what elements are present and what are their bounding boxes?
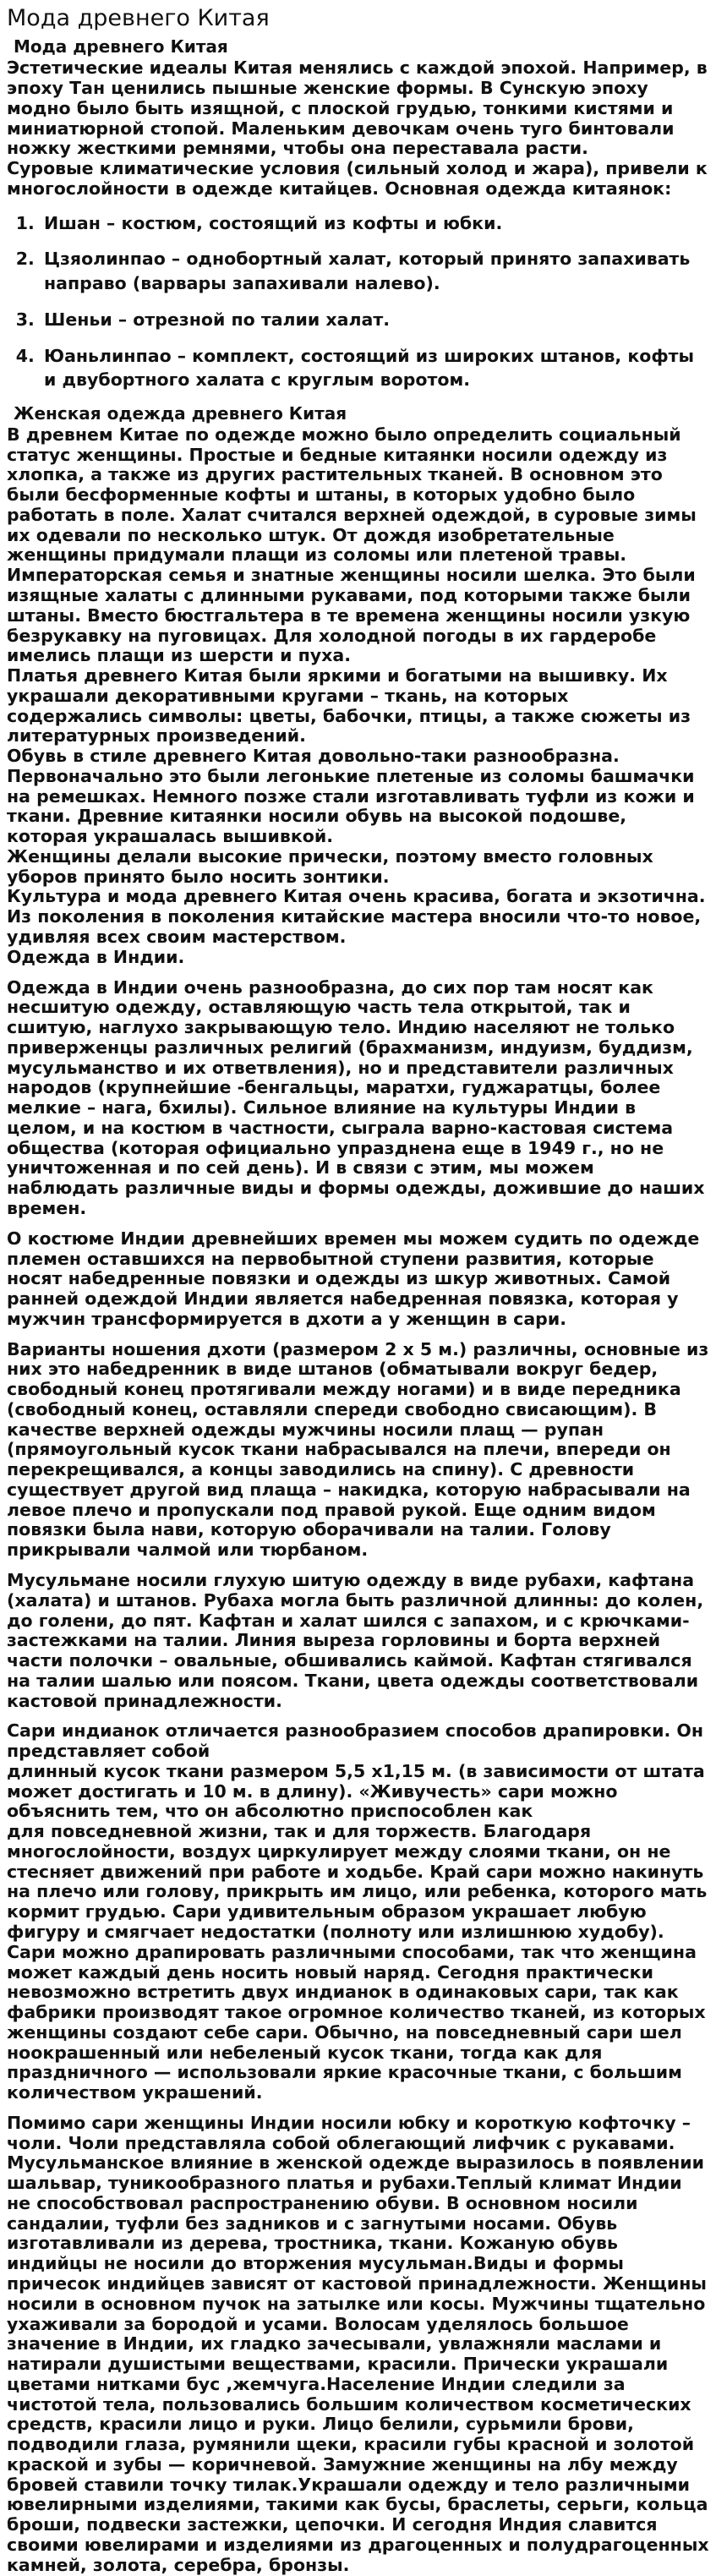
paragraph: Мусульмане носили глухую шитую одежду в виде рубахи, кафтана (халата) и штанов. Рубаха могла быть различной длинны: до колен, до голени, до пят. Кафтан и халат шился с запахом, и с крючками-застежками на талии. Линия выреза горловины и борта верхней части полочки – овальные, обшивались каймой. Кафтан стягивался на талии шалью или поясом. Ткани, цвета одежды соответствовали кастовой принадлежности. [7,1569,704,1711]
paragraph: Императорская семья и знатные женщины носили шелка. Это были изящные халаты с длинными рукавами, под которыми также были штаны. Вместо бюстгальтера в те времена женщины носили узкую безрукавку на пуговицах. Для холодной погоды в их гардеробе имелись плащи из шерсти и пуха. [7,565,696,666]
paragraph: длинный кусок ткани размером 5,5 х1,15 м. (в зависимости от штата может достигать и 10 м. в длину). «Живучесть» сари можно объяснить тем, что он абсолютно приспособлен как [7,1760,705,1822]
list-item: 4. Юаньлинпао – комплект, состоящий из широких штанов, кофты и двубортного халата с круглым воротом. [41,344,709,392]
paragraph: В древнем Китае по одежде можно было определить социальный статус женщины. Простые и бедные китаянки носили одежду из хлопка, а также из других растительных тканей. В основном это были бесформенные кофты и штаны, в которых удобно было работать в поле. Халат считался верхней одеждой, в суровые зимы их одевали по несколько штук. От дождя изобретательные женщины придумали плащи из соломы или плетеной травы. [7,424,697,566]
paragraph: Женщины делали высокие прически, поэтому вместо головных уборов принято было носить зонтики. [7,845,653,887]
paragraph: для повседневной жизни, так и для торжеств. Благодаря многослойности, воздух циркулирует между слоями ткани, он не стесняет движений при работе и ходьбе. Край сари можно накинуть на плечо или голову, прикрыть им лицо, или ребенка, которого мать кормит грудью. Сари удивительным образом украшает любую фигуру и смягчает недостатки (полноту или излишнюю худобу). Сари можно драпировать различными способами, так что женщина может каждый день носить новый наряд. Сегодня практически невозможно встретить двух индианок в одинаковых сари, так как фабрики производят такое огромное количество тканей, из которых женщины создают себе сари. Обычно, на повседневный сари шел ноокрашенный или небеленый кусок ткани, тогда как для праздничного — использовали яркие красочные ткани, с большим количеством украшений. [7,1821,708,2103]
climate-paragraph: Суровые климатические условия (сильный холод и жара), привели к многослойности в одежде китайцев. Основная одежда китаянок: [7,158,708,199]
paragraph: Помимо сари женщины Индии носили юбку и короткую кофточку – чоли. Чоли представляла собой облегающий лифчик с рукавами. Мусульманское влияние в женской одежде выразилось в появлении шальвар, туникообразного платья и рубахи.Теплый климат Индии не способствовал распространению обуви. В основном носили сандалии, туфли без задников и с загнутыми носами. Обувь изготавливали из дерева, тростника, ткани. Кожаную обувь индийцы не носили до вторжения мусульман.Виды и формы причесок индийцев зависят от кастовой принадлежности. Женщины носили в основном пучок на затылке или косы. Мужчины тщательно ухаживали за бородой и усами. Волосам уделялось большое значение в Индии, их гладко зачесывали, увлажняли маслами и натирали душистыми веществами, красили. Прически украшали цветами нитками бус ,жемчуга.Население Индии следили за чистотой тела, пользовались большим количеством косметических средств, красили лицо и руки. Лицо белили, сурьмили брови, подводили глаза, румянили щеки, красили губы красной и золотой краской и зубы — коричневой. Замужние женщины на лбу между бровей ставили точку тилак.Украшали одежду и тело различными ювелирными изделиями, такими как бусы, браслеты, серьги, кольца броши, подвески застежки, цепочки. И сегодня Индия славится своими ювелирами и изделиями из драгоценных и полудрагоценных камней, золота, серебра, бронзы. [7,2112,709,2575]
list-item: 3. Шеньи – отрезной по талии халат. [41,308,709,332]
page-title: Мода древнего Китая [7,5,270,31]
list-item: 2. Цзяолинпао – однобортный халат, который принято запахивать направо (варвары запахивали налево). [41,247,709,295]
paragraph: Обувь в стиле древнего Китая довольно-таки разнообразна. Первоначально это были легонькие плетеные из соломы башмачки на ремешках. Немного позже стали изготавливать туфли из кожи и ткани. Древние китаянки носили обувь на высокой подошве, которая украшалась вышивкой. [7,746,695,847]
section-heading-india-clothing: Одежда в Индии. [7,946,185,967]
list-item: 1. Ишан – костюм, состоящий из кофты и юбки. [41,211,709,236]
clothing-list [7,211,709,392]
paragraph: Сари индианок отличается разнообразием способов драпировки. Он представляет собой [7,1720,704,1762]
paragraph: О костюме Индии древнейших времен мы можем судить по одежде племен оставшихся на первобытной ступени развития, которые носят набедренные повязки и одежды из шкур животных. Самой ранней одеждой Индии является набедренная повязка, которая у мужчин трансформируется в дхоти а у женщин в сари. [7,1228,700,1329]
paragraph: Одежда в Индии очень разнообразна, до сих пор там носят как несшитую одежду, оставляющую часть тела открытой, так и сшитую, наглухо закрывающую тело. Индию населяют не только приверженцы различных религий (брахманизм, индуизм, буддизм, мусульманство и их ответвления), но и представители различных народов (крупнейшие -бенгальцы, маратхи, гуджаратцы, более мелкие – нага, бхилы). Сильное влияние на культуры Индии в целом, и на костюм в частности, сыграла варно-кастовая система общества (которая официально упразднена еще в 1949 г., но не уничтоженная и по сей день). И в связи с этим, мы можем наблюдать различные виды и формы одежды, дожившие до наших времен. [7,976,705,1218]
section-heading-womens-clothing: Женская одежда древнего Китая [14,402,347,424]
paragraph: Платья древнего Китая были яркими и богатыми на вышивку. Их украшали декоративными кругами – ткань, на которых содержались символы: цветы, бабочки, птицы, а также сюжеты из литературных произведений. [7,665,691,747]
paragraph: Варианты ношения дхоти (размером 2 х 5 м.) различны, основные из них это набедренник в виде штанов (обматывали вокруг бедер, свободный конец протягивали между ногами) и в виде передника (свободный конец, оставляли спереди свободно свисающим). В качестве верхней одежды мужчины носили плащ — рупан (прямоугольный кусок ткани набрасывался на плечи, вперeди он перекрещивался, а концы заводились на спину). С древности существует другой вид плаща – накидка, которую набрасывали на левое плечо и пропускали под правой рукой. Еще одним видом повязки была нави, которую оборачивали на талии. Голову прикрывали чалмой или тюрбаном. [7,1338,709,1561]
intro-paragraph: Эстетические идеалы Китая менялись с каждой эпохой. Например, в эпоху Тан ценились пышные женские формы. В Сунскую эпоху модно было быть изящной, с плоской грудью, тонкими кистями и миниатюрной стопой. Маленьким девочкам очень туго бинтовали ножку жесткими ремнями, чтобы она переставала расти. [7,57,708,159]
paragraph: Культура и мода древнего Китая очень красива, богата и экзотична. Из поколения в поколения китайские мастера вносили что-то новое, удивляя всех своим мастерством. [7,886,706,948]
section-heading-ancient-china-fashion: Мода древнего Китая [14,36,228,57]
